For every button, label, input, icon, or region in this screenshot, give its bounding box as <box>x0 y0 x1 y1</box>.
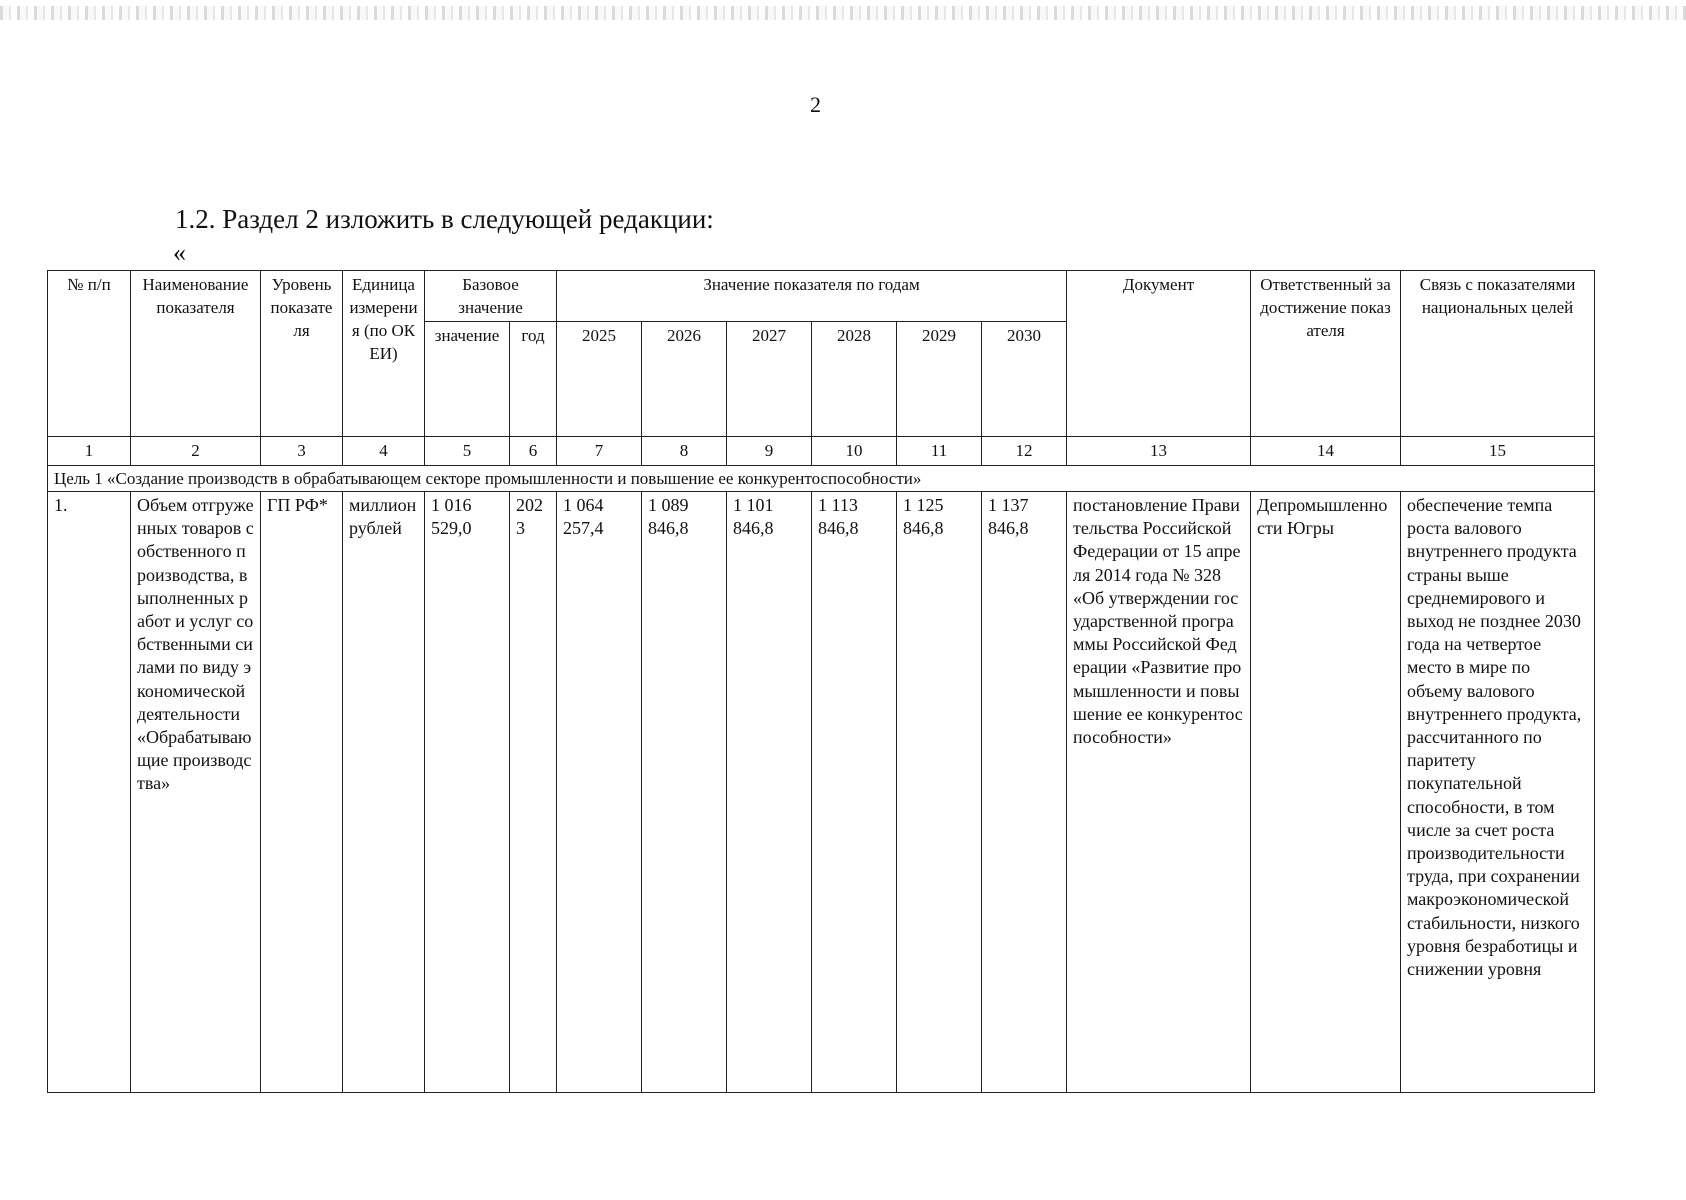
header-year-2026: 2026 <box>642 322 727 437</box>
column-number: 12 <box>982 437 1067 466</box>
header-row-1 <box>48 271 1595 322</box>
header-year-2027: 2027 <box>727 322 812 437</box>
header-num: № п/п <box>48 271 131 437</box>
indicator-name: Объем отгруженных товаров собственного производства, выполненных работ и услуг собственными силами по виду экономической деятельности «Обрабатывающие производства» <box>131 492 261 1093</box>
header-year-2030: 2030 <box>982 322 1067 437</box>
column-number: 7 <box>557 437 642 466</box>
column-number: 5 <box>425 437 510 466</box>
header-name: Наименование показателя <box>131 271 261 437</box>
value-2027: 1 101 846,8 <box>727 492 812 1093</box>
goal-title: Цель 1 «Создание производств в обрабатывающем секторе промышленности и повышение ее конкурентоспособности» <box>48 466 1595 492</box>
header-years-group: Значение показателя по годам <box>557 271 1067 322</box>
indicator-table <box>47 270 1595 1093</box>
document-reference: постановление Правительства Российской Федерации от 15 апреля 2014 года № 328 «Об утверждении государственной программы Российской Федерации «Развитие промышленности и повышение ее конкурентоспособности» <box>1067 492 1251 1093</box>
goal-row <box>48 466 1595 492</box>
column-number-row <box>48 437 1595 466</box>
opening-quote: « <box>173 238 186 267</box>
header-year-2025: 2025 <box>557 322 642 437</box>
header-year-2029: 2029 <box>897 322 982 437</box>
base-value: 1 016 529,0 <box>425 492 510 1093</box>
column-number: 6 <box>510 437 557 466</box>
header-unit: Единица измерения (по ОКЕИ) <box>343 271 425 437</box>
base-year: 2023 <box>510 492 557 1093</box>
indicator-level: ГП РФ* <box>261 492 343 1093</box>
column-number: 8 <box>642 437 727 466</box>
header-base-value: значение <box>425 322 510 437</box>
value-2025: 1 064 257,4 <box>557 492 642 1093</box>
header-document: Документ <box>1067 271 1251 437</box>
indicator-unit: миллион рублей <box>343 492 425 1093</box>
value-2026: 1 089 846,8 <box>642 492 727 1093</box>
column-number: 2 <box>131 437 261 466</box>
header-link: Связь с показателями национальных целей <box>1401 271 1595 437</box>
column-number: 15 <box>1401 437 1595 466</box>
value-2028: 1 113 846,8 <box>812 492 897 1093</box>
national-goals-link: обеспечение темпа роста валового внутреннего продукта страны выше среднемирового и выход не позднее 2030 года на четвертое место в мире по объему валового внутреннего продукта, рассчитанного по паритету покупательной способности, в том числе за счет роста производительности труда, при сохранении макроэкономической стабильности, низкого уровня безработицы и снижении уровня <box>1401 492 1595 1093</box>
column-number: 10 <box>812 437 897 466</box>
column-number: 14 <box>1251 437 1401 466</box>
column-number: 11 <box>897 437 982 466</box>
column-number: 13 <box>1067 437 1251 466</box>
scan-edge-artifact <box>0 6 1686 20</box>
header-base-group: Базовое значение <box>425 271 557 322</box>
column-number: 4 <box>343 437 425 466</box>
row-number: 1. <box>48 492 131 1093</box>
table-row <box>48 492 1595 1093</box>
header-base-year: год <box>510 322 557 437</box>
header-responsible: Ответственный за достижение показателя <box>1251 271 1401 437</box>
responsible-body: Депромышленности Югры <box>1251 492 1401 1093</box>
column-number: 1 <box>48 437 131 466</box>
header-level: Уровень показателя <box>261 271 343 437</box>
header-year-2028: 2028 <box>812 322 897 437</box>
page-number: 2 <box>810 92 821 117</box>
value-2029: 1 125 846,8 <box>897 492 982 1093</box>
column-number: 9 <box>727 437 812 466</box>
column-number: 3 <box>261 437 343 466</box>
value-2030: 1 137 846,8 <box>982 492 1067 1093</box>
section-heading: 1.2. Раздел 2 изложить в следующей редакции: <box>175 204 714 234</box>
